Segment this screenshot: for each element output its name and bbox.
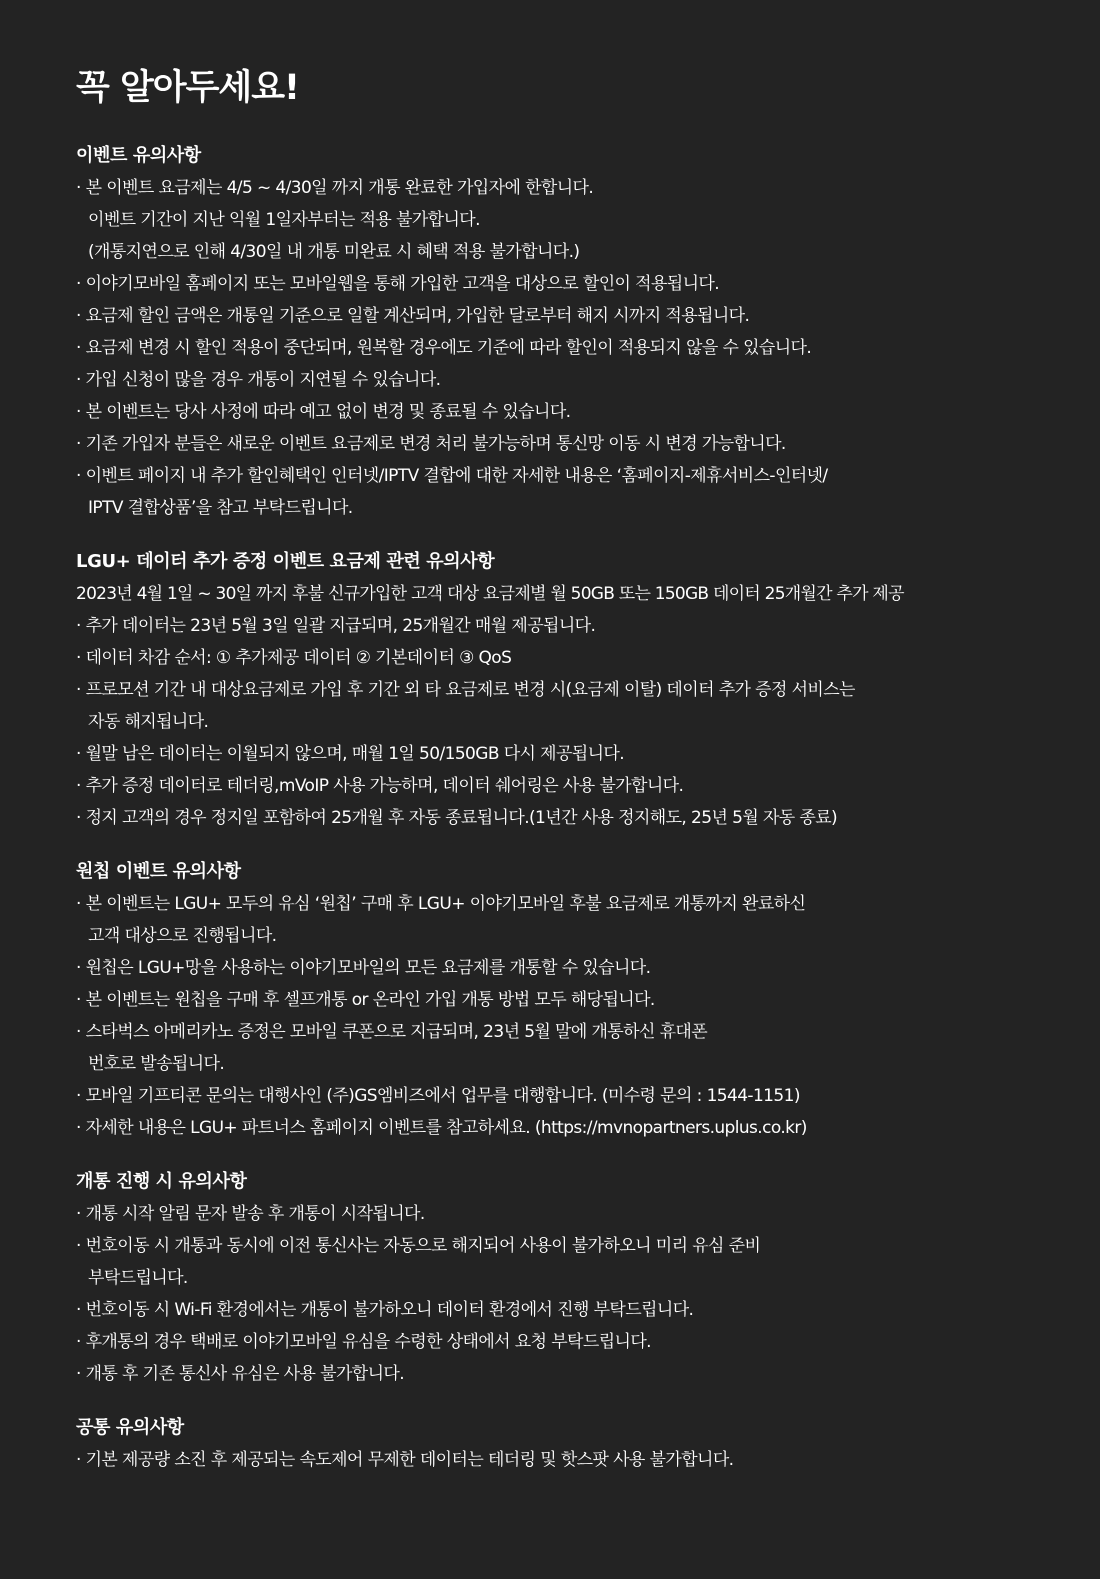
section-heading: 개통 진행 시 유의사항 [76, 1171, 247, 1192]
notice-line: · 개통 후 기존 통신사 유심은 사용 불가합니다. [76, 1364, 405, 1384]
notice-line-continuation: 부탁드립니다. [88, 1268, 188, 1288]
notice-line: · 본 이벤트는 LGU+ 모두의 유심 ‘원칩’ 구매 후 LGU+ 이야기모바일 후불 요금제로 개통까지 완료하신 [76, 894, 806, 914]
notice-section [76, 1412, 1066, 1476]
section-heading: 이벤트 유의사항 [76, 145, 201, 166]
notice-line: · 가입 신청이 많을 경우 개통이 지연될 수 있습니다. [76, 370, 441, 390]
notice-line: · 추가 증정 데이터로 테더링,mVoIP 사용 가능하며, 데이터 쉐어링은 사용 불가합니다. [76, 776, 684, 796]
notice-line: · 번호이동 시 개통과 동시에 이전 통신사는 자동으로 해지되어 사용이 불가하오니 미리 유심 준비 [76, 1236, 761, 1256]
notice-line: · 요금제 변경 시 할인 적용이 중단되며, 원복할 경우에도 기준에 따라 할인이 적용되지 않을 수 있습니다. [76, 338, 812, 358]
notice-line-continuation: 고객 대상으로 진행됩니다. [88, 926, 277, 946]
notice-section [76, 140, 1066, 524]
page-title: 꼭 알아두세요! [76, 68, 300, 108]
notice-section [76, 1166, 1066, 1390]
notice-line: · 원칩은 LGU+망을 사용하는 이야기모바일의 모든 요금제를 개통할 수 있습니다. [76, 958, 651, 978]
notice-line-continuation: 자동 해지됩니다. [88, 712, 209, 732]
notice-line: · 데이터 차감 순서: ① 추가제공 데이터 ② 기본데이터 ③ QoS [76, 648, 512, 668]
notice-line: · 본 이벤트는 당사 사정에 따라 예고 없이 변경 및 종료될 수 있습니다. [76, 402, 571, 422]
notice-line: · 정지 고객의 경우 정지일 포함하여 25개월 후 자동 종료됩니다.(1년간 사용 정지해도, 25년 5월 자동 종료) [76, 808, 838, 828]
notice-line: · 본 이벤트 요금제는 4/5 ~ 4/30일 까지 개통 완료한 가입자에 한합니다. [76, 178, 594, 198]
section-heading: LGU+ 데이터 추가 증정 이벤트 요금제 관련 유의사항 [76, 551, 495, 572]
notice-line: · 모바일 기프티콘 문의는 대행사인 (주)GS엠비즈에서 업무를 대행합니다. (미수령 문의 : 1544-1151) [76, 1086, 800, 1106]
notice-line: · 이야기모바일 홈페이지 또는 모바일웹을 통해 가입한 고객을 대상으로 할인이 적용됩니다. [76, 274, 720, 294]
notice-line: · 기본 제공량 소진 후 제공되는 속도제어 무제한 데이터는 테더링 및 핫스팟 사용 불가합니다. [76, 1450, 734, 1470]
section-heading: 원칩 이벤트 유의사항 [76, 861, 241, 882]
notice-sections [76, 140, 1066, 1476]
notice-line: · 스타벅스 아메리카노 증정은 모바일 쿠폰으로 지급되며, 23년 5월 말에 개통하신 휴대폰 [76, 1022, 708, 1042]
notice-page [76, 62, 1066, 1476]
notice-line: · 요금제 할인 금액은 개통일 기준으로 일할 계산되며, 가입한 달로부터 해지 시까지 적용됩니다. [76, 306, 750, 326]
notice-line: · 개통 시작 알림 문자 발송 후 개통이 시작됩니다. [76, 1204, 425, 1224]
notice-line: · 후개통의 경우 택배로 이야기모바일 유심을 수령한 상태에서 요청 부탁드립니다. [76, 1332, 651, 1352]
notice-line: · 이벤트 페이지 내 추가 할인혜택인 인터넷/IPTV 결합에 대한 자세한 내용은 ‘홈페이지-제휴서비스-인터넷/ [76, 466, 828, 486]
notice-line: · 프로모션 기간 내 대상요금제로 가입 후 기간 외 타 요금제로 변경 시(요금제 이탈) 데이터 추가 증정 서비스는 [76, 680, 855, 700]
notice-section [76, 856, 1066, 1144]
section-heading: 공통 유의사항 [76, 1417, 184, 1438]
notice-line: · 번호이동 시 Wi-Fi 환경에서는 개통이 불가하오니 데이터 환경에서 진행 부탁드립니다. [76, 1300, 694, 1320]
notice-line-continuation: (개통지연으로 인해 4/30일 내 개통 미완료 시 혜택 적용 불가합니다.) [88, 242, 580, 262]
notice-line: · 월말 남은 데이터는 이월되지 않으며, 매월 1일 50/150GB 다시 제공됩니다. [76, 744, 625, 764]
notice-line: · 추가 데이터는 23년 5월 3일 일괄 지급되며, 25개월간 매월 제공됩니다. [76, 616, 596, 636]
notice-line: · 본 이벤트는 원칩을 구매 후 셀프개통 or 온라인 가입 개통 방법 모두 해당됩니다. [76, 990, 655, 1010]
notice-line: 2023년 4월 1일 ~ 30일 까지 후불 신규가입한 고객 대상 요금제별 월 50GB 또는 150GB 데이터 25개월간 추가 제공 [76, 584, 904, 604]
notice-line-continuation: 이벤트 기간이 지난 익월 1일자부터는 적용 불가합니다. [88, 210, 480, 230]
notice-line: · 자세한 내용은 LGU+ 파트너스 홈페이지 이벤트를 참고하세요. (https://mvnopartners.uplus.co.kr) [76, 1118, 807, 1138]
notice-line: · 기존 가입자 분들은 새로운 이벤트 요금제로 변경 처리 불가능하며 통신망 이동 시 변경 가능합니다. [76, 434, 786, 454]
notice-section [76, 546, 1066, 834]
notice-line-continuation: IPTV 결합상품’을 참고 부탁드립니다. [88, 498, 353, 518]
notice-line-continuation: 번호로 발송됩니다. [88, 1054, 225, 1074]
